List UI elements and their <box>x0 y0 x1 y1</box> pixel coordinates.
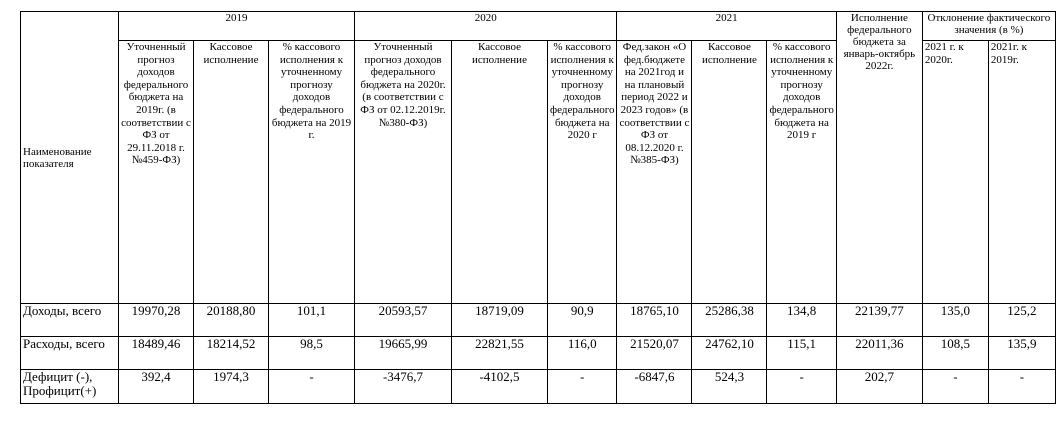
header-deviation-2021-vs-2020: 2021 г. к 2020г. <box>922 41 988 304</box>
table-cell: 22821,55 <box>452 337 548 370</box>
table-cell: 18214,52 <box>194 337 269 370</box>
header-execution-2022: Исполнение федерального бюджета за январь-октябрь 2022г. <box>836 12 922 304</box>
table-cell: -3476,7 <box>355 370 452 404</box>
table-cell: 19970,28 <box>119 304 194 337</box>
header-2021-percent: % кассового исполнения к уточненному прогнозу доходов федерального бюджета на 2019 г <box>767 41 836 304</box>
table-cell: 115,1 <box>767 337 836 370</box>
table-cell: 19665,99 <box>355 337 452 370</box>
header-2020-cash-execution: Кассовое исполнение <box>452 41 548 304</box>
table-cell: 21520,07 <box>617 337 692 370</box>
table-cell: - <box>767 370 836 404</box>
table-cell: 135,9 <box>988 337 1055 370</box>
header-2019-percent: % кассового исполнения к уточненному прогнозу доходов федерального бюджета на 2019 г. <box>269 41 355 304</box>
table-cell: 90,9 <box>548 304 617 337</box>
table-row <box>21 304 1056 337</box>
header-row-years <box>21 12 1056 41</box>
header-deviation-2021-vs-2019: 2021г. к 2019г. <box>988 41 1055 304</box>
table-cell: 116,0 <box>548 337 617 370</box>
header-2019-forecast: Уточненный прогноз доходов федерального бюджета на 2019г. (в соответствии с ФЗ от 29.11.2018 г. №459-ФЗ) <box>119 41 194 304</box>
table-cell: 25286,38 <box>692 304 767 337</box>
table-cell: 20593,57 <box>355 304 452 337</box>
header-2020-percent: % кассового исполнения к уточненному прогнозу доходов федерального бюджета на 2020 г <box>548 41 617 304</box>
table-cell: 22011,36 <box>836 337 922 370</box>
row-name: Доходы, всего <box>21 304 119 337</box>
table-cell: 18765,10 <box>617 304 692 337</box>
header-year-2020: 2020 <box>355 12 617 41</box>
table-cell: 24762,10 <box>692 337 767 370</box>
budget-table <box>20 11 1056 404</box>
table-row <box>21 370 1056 404</box>
table-cell: - <box>922 370 988 404</box>
table-cell: 98,5 <box>269 337 355 370</box>
header-year-2021: 2021 <box>617 12 836 41</box>
table-cell: 135,0 <box>922 304 988 337</box>
table-cell: 524,3 <box>692 370 767 404</box>
table-cell: 18489,46 <box>119 337 194 370</box>
header-2020-forecast: Уточненный прогноз доходов федерального бюджета на 2020г. (в соответствии с ФЗ от 02.12.2019г. №380-ФЗ) <box>355 41 452 304</box>
table-cell: 1974,3 <box>194 370 269 404</box>
header-indicator-name: Наименование показателя <box>21 12 119 304</box>
table-cell: 18719,09 <box>452 304 548 337</box>
header-2021-cash-execution: Кассовое исполнение <box>692 41 767 304</box>
table-cell: 20188,80 <box>194 304 269 337</box>
table-cell: - <box>988 370 1055 404</box>
header-2021-federal-law: Фед.закон «О фед.бюджете на 2021год и на плановый период 2022 и 2023 годов» (в соответствии с ФЗ от 08.12.2020 г. №385-ФЗ) <box>617 41 692 304</box>
table-cell: 125,2 <box>988 304 1055 337</box>
header-deviation: Отклонение фактического значения (в %) <box>922 12 1055 41</box>
table-cell: 22139,77 <box>836 304 922 337</box>
table-row <box>21 337 1056 370</box>
table-cell: 108,5 <box>922 337 988 370</box>
header-2019-cash-execution: Кассовое исполнение <box>194 41 269 304</box>
table-cell: - <box>269 370 355 404</box>
table-cell: 134,8 <box>767 304 836 337</box>
row-name: Расходы, всего <box>21 337 119 370</box>
header-year-2019: 2019 <box>119 12 355 41</box>
table-cell: - <box>548 370 617 404</box>
table-cell: 101,1 <box>269 304 355 337</box>
table-cell: 202,7 <box>836 370 922 404</box>
table-cell: 392,4 <box>119 370 194 404</box>
table-cell: -4102,5 <box>452 370 548 404</box>
table-cell: -6847,6 <box>617 370 692 404</box>
row-name: Дефицит (-), Профицит(+) <box>21 370 119 404</box>
